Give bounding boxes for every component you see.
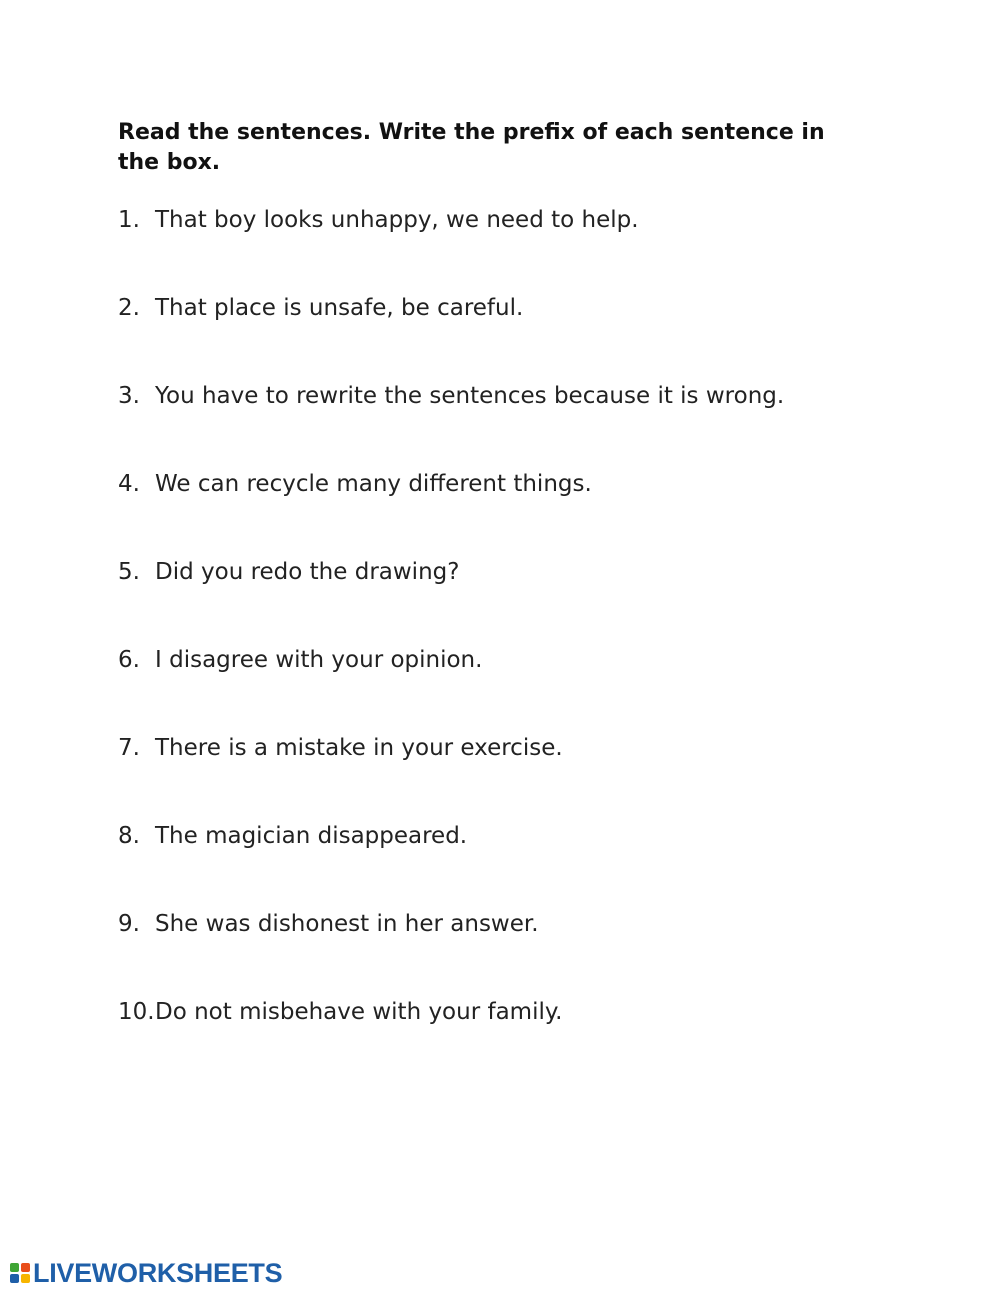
logo-square-icon xyxy=(10,1274,19,1283)
item-text: I disagree with your opinion. xyxy=(155,647,483,673)
item-text: That place is unsafe, be careful. xyxy=(155,295,524,321)
item-text: We can recycle many different things. xyxy=(155,471,592,497)
item-number: 8. xyxy=(118,823,140,849)
list-item xyxy=(118,994,918,1082)
item-text: Did you redo the drawing? xyxy=(155,559,460,585)
logo-square-icon xyxy=(10,1263,19,1272)
list-item xyxy=(118,642,918,730)
item-text: The magician disappeared. xyxy=(155,823,468,849)
list-item xyxy=(118,554,918,642)
list-item xyxy=(118,202,918,290)
instruction-heading: Read the sentences. Write the prefix of each sentence in the box. xyxy=(118,120,825,175)
list-item xyxy=(118,466,918,554)
item-number: 1. xyxy=(118,207,140,233)
list-item xyxy=(118,290,918,378)
item-number: 4. xyxy=(118,471,140,497)
item-text: You have to rewrite the sentences because it is wrong. xyxy=(155,383,785,409)
list-item xyxy=(118,730,918,818)
logo-square-icon xyxy=(21,1263,30,1272)
item-number: 2. xyxy=(118,295,140,321)
item-number: 9. xyxy=(118,911,140,937)
liveworksheets-logo[interactable] xyxy=(10,1259,282,1287)
item-number: 6. xyxy=(118,647,140,673)
item-number: 10. xyxy=(118,999,155,1025)
liveworksheets-logo-icon xyxy=(10,1263,30,1283)
item-number: 7. xyxy=(118,735,140,761)
list-item xyxy=(118,906,918,994)
item-number: 3. xyxy=(118,383,140,409)
sentence-list xyxy=(118,202,918,1082)
list-item xyxy=(118,378,918,466)
item-text: That boy looks unhappy, we need to help. xyxy=(155,207,639,233)
item-text: There is a mistake in your exercise. xyxy=(155,735,563,761)
list-item xyxy=(118,818,918,906)
item-text: She was dishonest in her answer. xyxy=(155,911,539,937)
item-number: 5. xyxy=(118,559,140,585)
logo-square-icon xyxy=(21,1274,30,1283)
item-text: Do not misbehave with your family. xyxy=(155,999,563,1025)
logo-text: LIVEWORKSHEETS xyxy=(33,1257,283,1288)
